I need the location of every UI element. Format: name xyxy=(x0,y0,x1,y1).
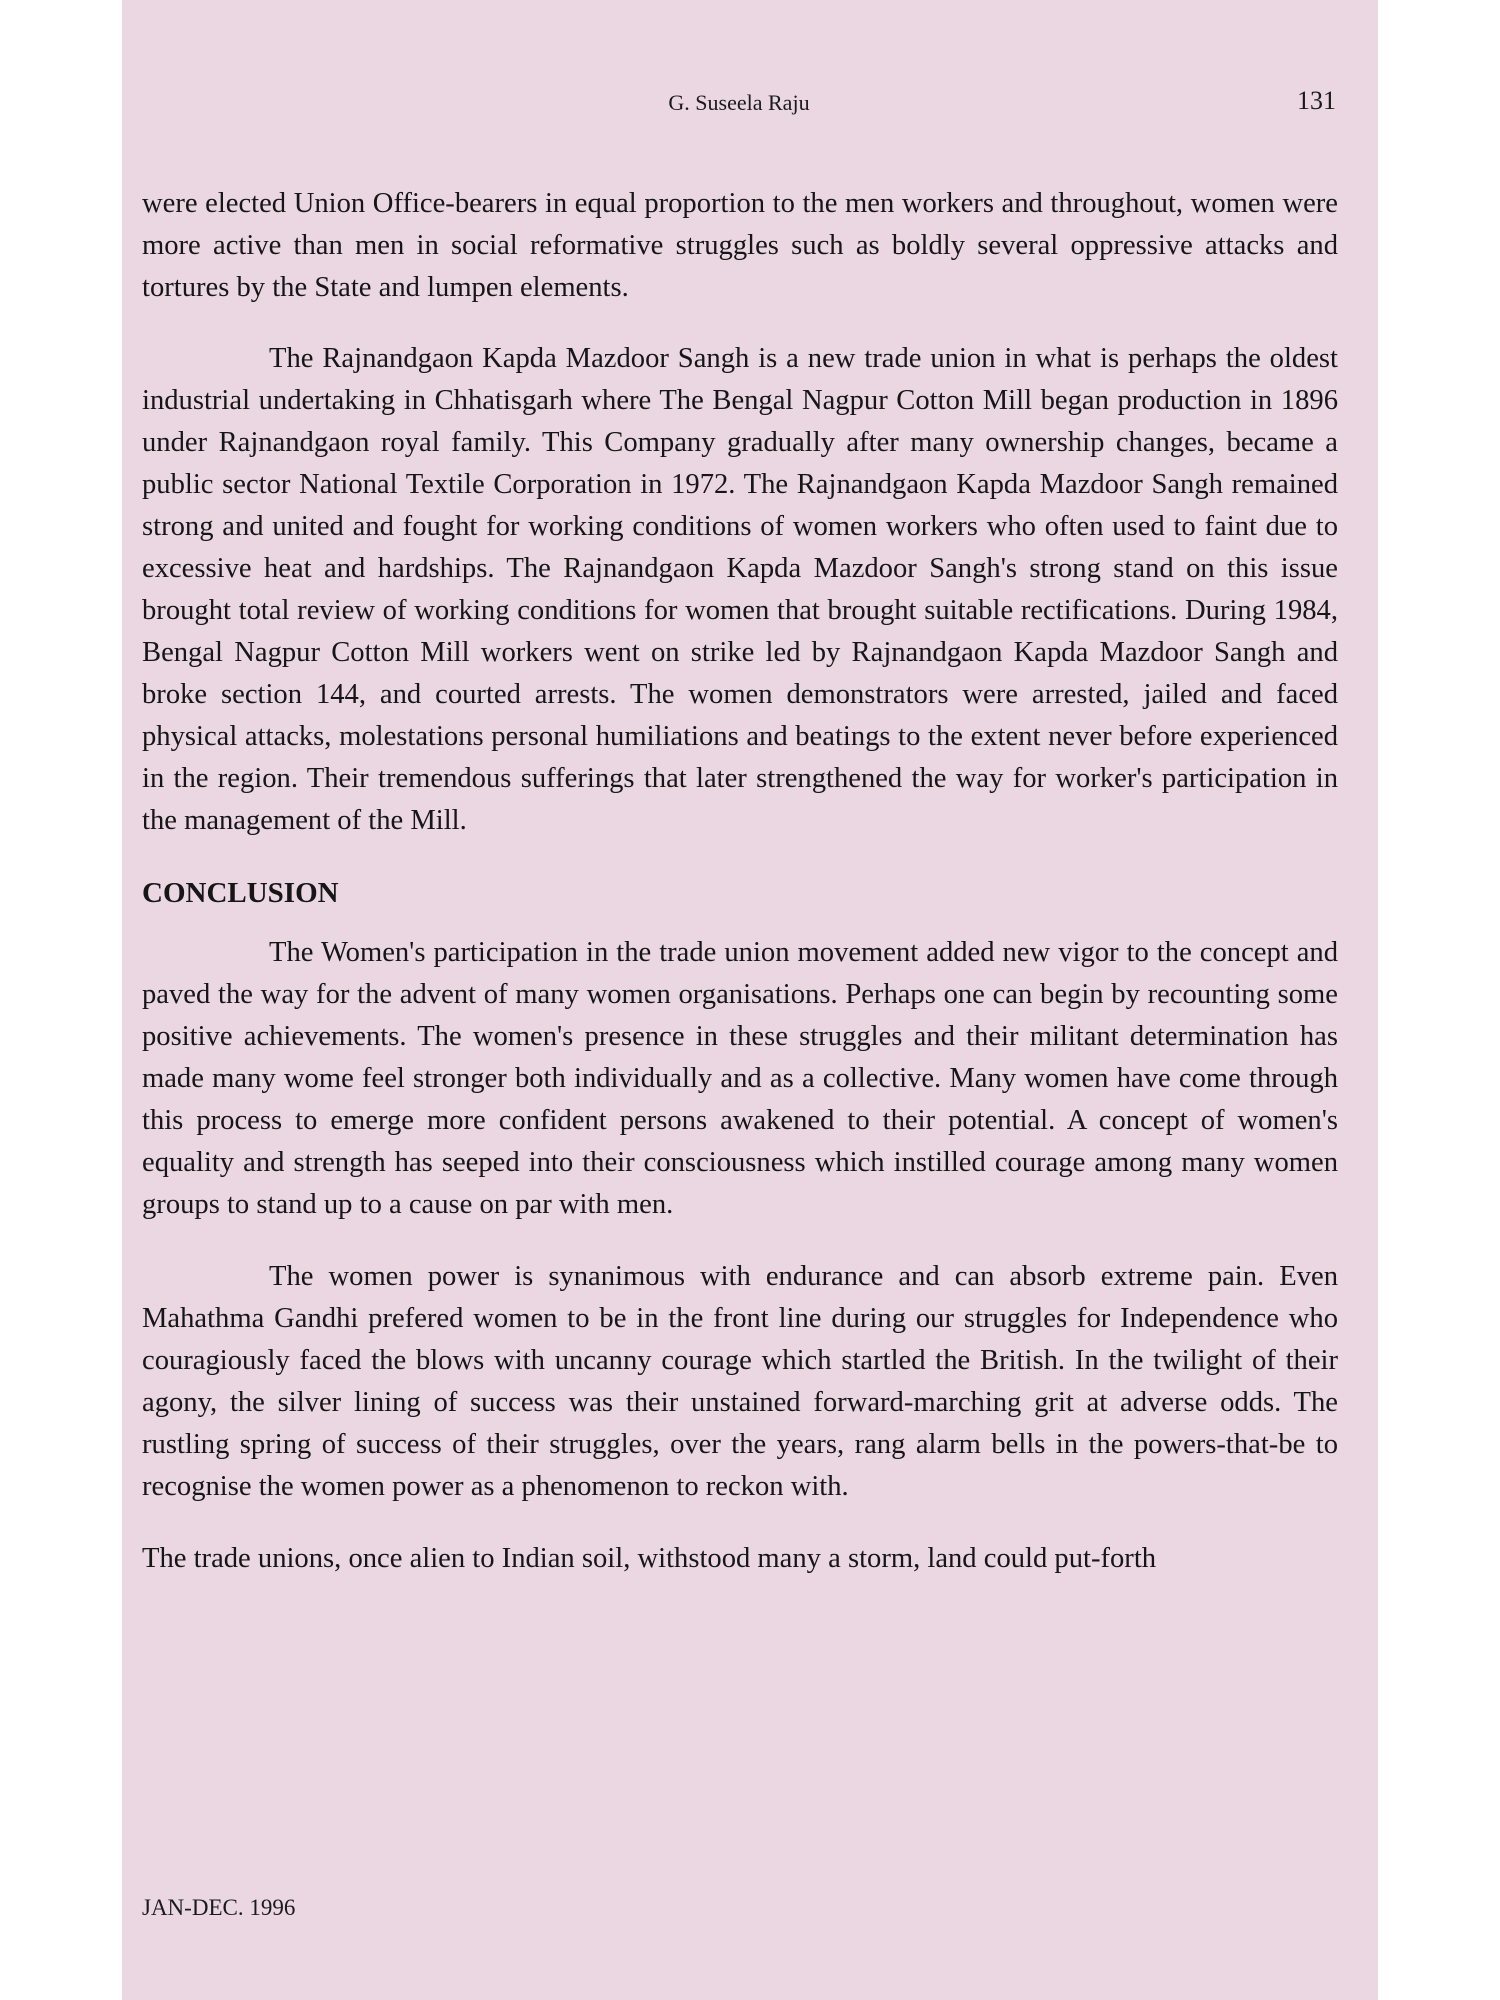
page-number: 131 xyxy=(1297,86,1336,115)
section-heading-conclusion: CONCLUSION xyxy=(142,877,339,909)
document-page xyxy=(122,0,1378,2000)
paragraph-continuation: were elected Union Office-bearers in equal proportion to the men workers and throughout, women were more active than men in social reformative struggles such as boldly several oppressive attacks and tortures by the State and lumpen elements. xyxy=(142,188,1338,303)
paragraph-conclusion-3: The trade unions, once alien to Indian soil, withstood many a storm, land could put-forth xyxy=(142,1543,1157,1574)
article-body xyxy=(142,183,1338,1580)
paragraph-conclusion-2: The women power is synanimous with endurance and can absorb extreme pain. Even Mahathma Gandhi prefered women to be in the front line during our struggles for Independence who couragiously faced the blows with uncanny courage which startled the British. In the twilight of their agony, the silver lining of success was their unstained forward-marching grit at adverse odds. The rustling spring of success of their struggles, over the years, rang alarm bells in the powers-that-be to recognise the women power as a phenomenon to reckon with. xyxy=(142,1261,1338,1502)
paragraph-conclusion-1: The Women's participation in the trade union movement added new vigor to the concept and paved the way for the advent of many women organisations. Perhaps one can begin by recounting some positive achievements. The women's presence in these struggles and their militant determination has made many wome feel stronger both individually and as a collective. Many women have come through this process to emerge more confident persons awakened to their potential. A concept of women's equality and strength has seeped into their consciousness which instilled courage among many women groups to stand up to a cause on par with men. xyxy=(142,937,1338,1220)
paragraph-rajnandgaon: The Rajnandgaon Kapda Mazdoor Sangh is a new trade union in what is perhaps the oldest industrial undertaking in Chhatisgarh where The Bengal Nagpur Cotton Mill began production in 1896 under Rajnandgaon royal family. This Company gradually after many ownership changes, became a public sector National Textile Corporation in 1972. The Rajnandgaon Kapda Mazdoor Sangh remained strong and united and fought for working conditions of women workers who often used to faint due to excessive heat and hardships. The Rajnandgaon Kapda Mazdoor Sangh's strong stand on this issue brought total review of working conditions for women that brought suitable rectifications. During 1984, Bengal Nagpur Cotton Mill workers went on strike led by Rajnandgaon Kapda Mazdoor Sangh and broke section 144, and courted arrests. The women demonstrators were arrested, jailed and faced physical attacks, molestations personal humiliations and beatings to the extent never before experienced in the region. Their tremendous sufferings that later strengthened the way for worker's participation in the management of the Mill. xyxy=(142,343,1338,836)
running-head-author: G. Suseela Raju xyxy=(668,90,810,115)
page-header xyxy=(142,86,1336,118)
page-footer-issue: JAN-DEC. 1996 xyxy=(142,1895,296,1920)
